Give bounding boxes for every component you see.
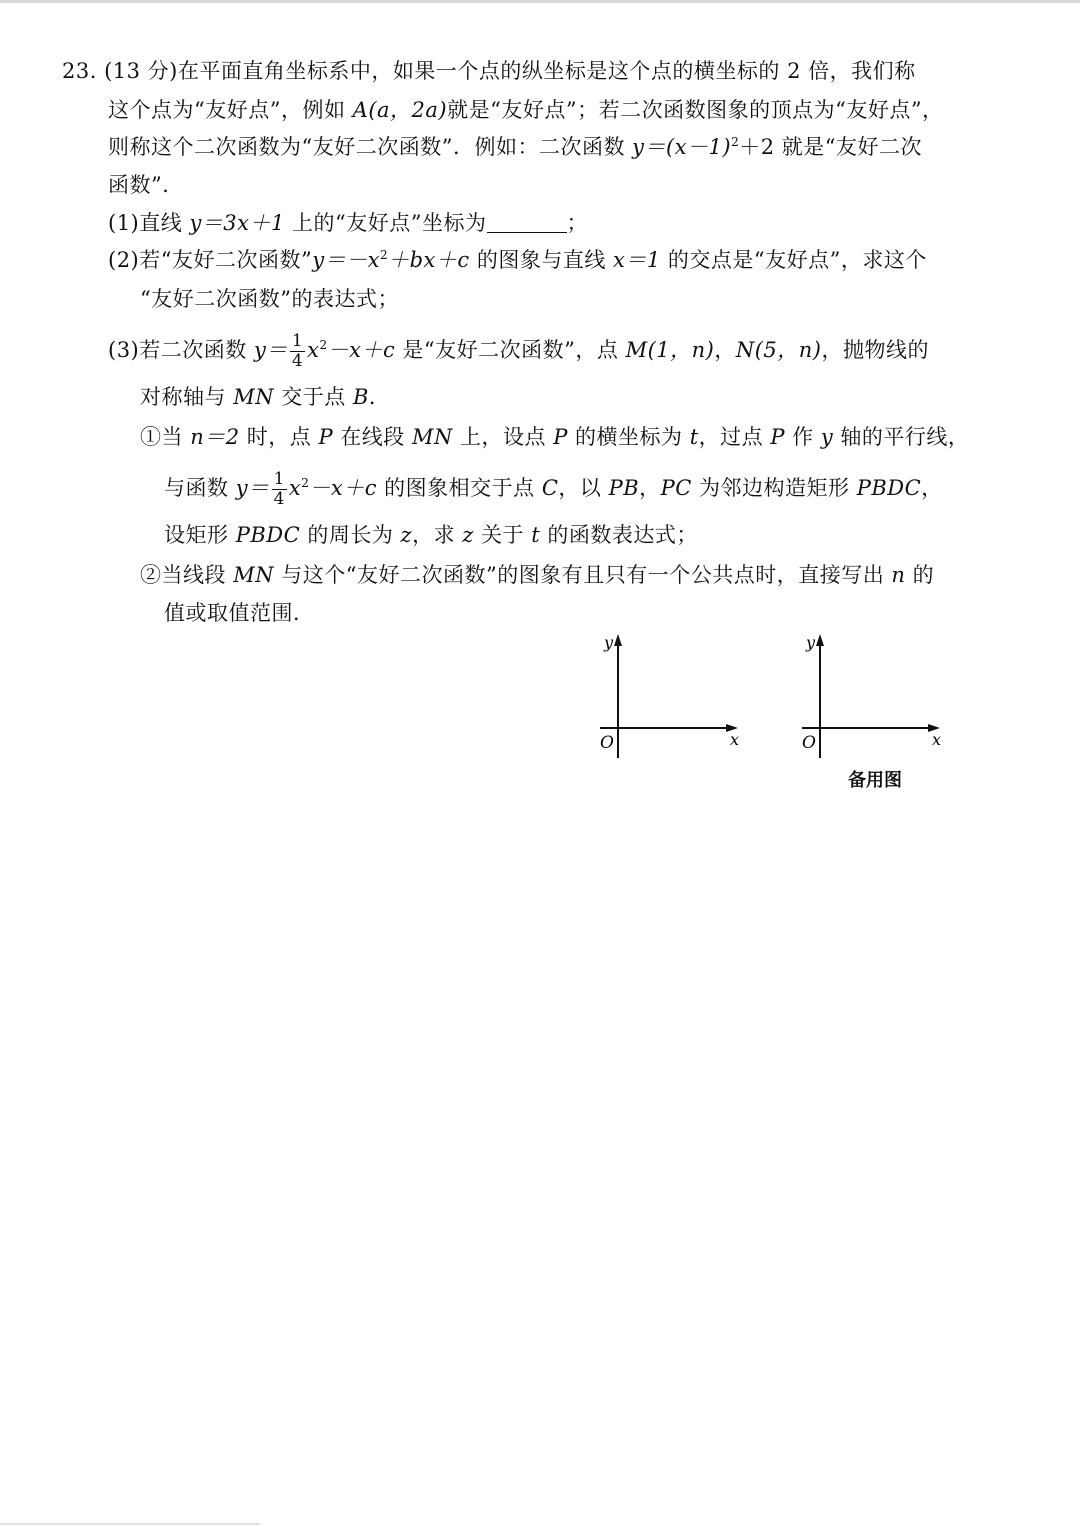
subquestion-1-line-3: 设矩形 PBDC 的周长为 z，求 z 关于 t 的函数表达式；: [164, 523, 698, 547]
coordinate-axes-figure-1: [592, 630, 752, 765]
part-3-label: (3): [108, 338, 140, 362]
part-2-label: (2): [108, 248, 140, 272]
subquestion-2-label: ②: [140, 563, 162, 587]
part-2-line-1: (2)若“友好二次函数$”y=-x^2+bx+c$ 的图象与直线 x＝1 的交点是“友好点”，求这个: [108, 248, 927, 272]
subquestion-2-line-1: ②当线段 MN 与这个“友好二次函数”的图象有且只有一个公共点时，直接写出 n 的: [140, 563, 935, 587]
part-3-line-1: (3)若二次函数 y＝ $\frac{1}{4}$ $x^2-x+c$ 是“友好二次函数”，点 M(1，n)，N(5，n)，抛物线的: [108, 331, 929, 371]
subquestion-2-line-2: 值或取值范围．: [164, 601, 315, 625]
y-axis-arrow: [614, 634, 622, 646]
x-axis-label: x: [932, 730, 942, 749]
fraction-one-quarter: $\frac{1}{4}$: [291, 331, 304, 371]
y-axis-label: y: [806, 633, 816, 652]
y-axis-label: y: [604, 633, 614, 652]
answer-blank[interactable]: [487, 210, 567, 233]
y-axis-arrow: [816, 634, 824, 646]
fraction-one-quarter: $\frac{1}{4}$: [273, 469, 285, 509]
question-intro-line-3: 则称这个二次函数为“友好二次函数”．例如：二次函数 $y=(x-1)^2+2$ 就是“友好二次: [108, 135, 923, 159]
subquestion-1-line-2: 与函数 y＝ $\frac{1}{4}$ $x^2-x+c$ 的图象相交于点 C，以 PB，PC 为邻边构造矩形 PBDC，: [164, 469, 943, 509]
coordinate-axes-figure-2: [794, 630, 954, 765]
part-2-line-2: “友好二次函数”的表达式；: [140, 287, 399, 311]
part-1: (1)直线 y＝3x＋1 上的“友好点”坐标为 ；: [108, 211, 589, 235]
question-intro-line-4: 函数”．: [108, 173, 184, 197]
question-intro-line-2: 这个点为“友好点”，例如 A(a，2a)就是“友好点”；若二次函数图象的顶点为“友好点”，: [108, 98, 944, 122]
question-score: (13 分): [104, 59, 178, 83]
scan-top-edge: [0, 0, 1080, 3]
part-3-line-2: 对称轴与 MN 交于点 B．: [140, 385, 391, 409]
subquestion-1-line-1: ①当 n＝2 时，点 P 在线段 MN 上，设点 P 的横坐标为 t，过点 P 作 y 轴的平行线，: [140, 425, 970, 449]
subquestion-1-label: ①: [140, 425, 162, 449]
spare-figure-caption: 备用图: [848, 770, 902, 791]
origin-label: O: [802, 733, 816, 753]
question-number: 23.: [62, 59, 97, 83]
scan-bottom-edge: [0, 1523, 260, 1525]
x-axis-label: x: [730, 730, 740, 749]
part-1-label: (1): [108, 211, 140, 235]
origin-label: O: [600, 733, 614, 753]
question-intro-line-1: 23. (13 分)在平面直角坐标系中，如果一个点的纵坐标是这个点的横坐标的 2 倍，我们称: [62, 59, 916, 83]
